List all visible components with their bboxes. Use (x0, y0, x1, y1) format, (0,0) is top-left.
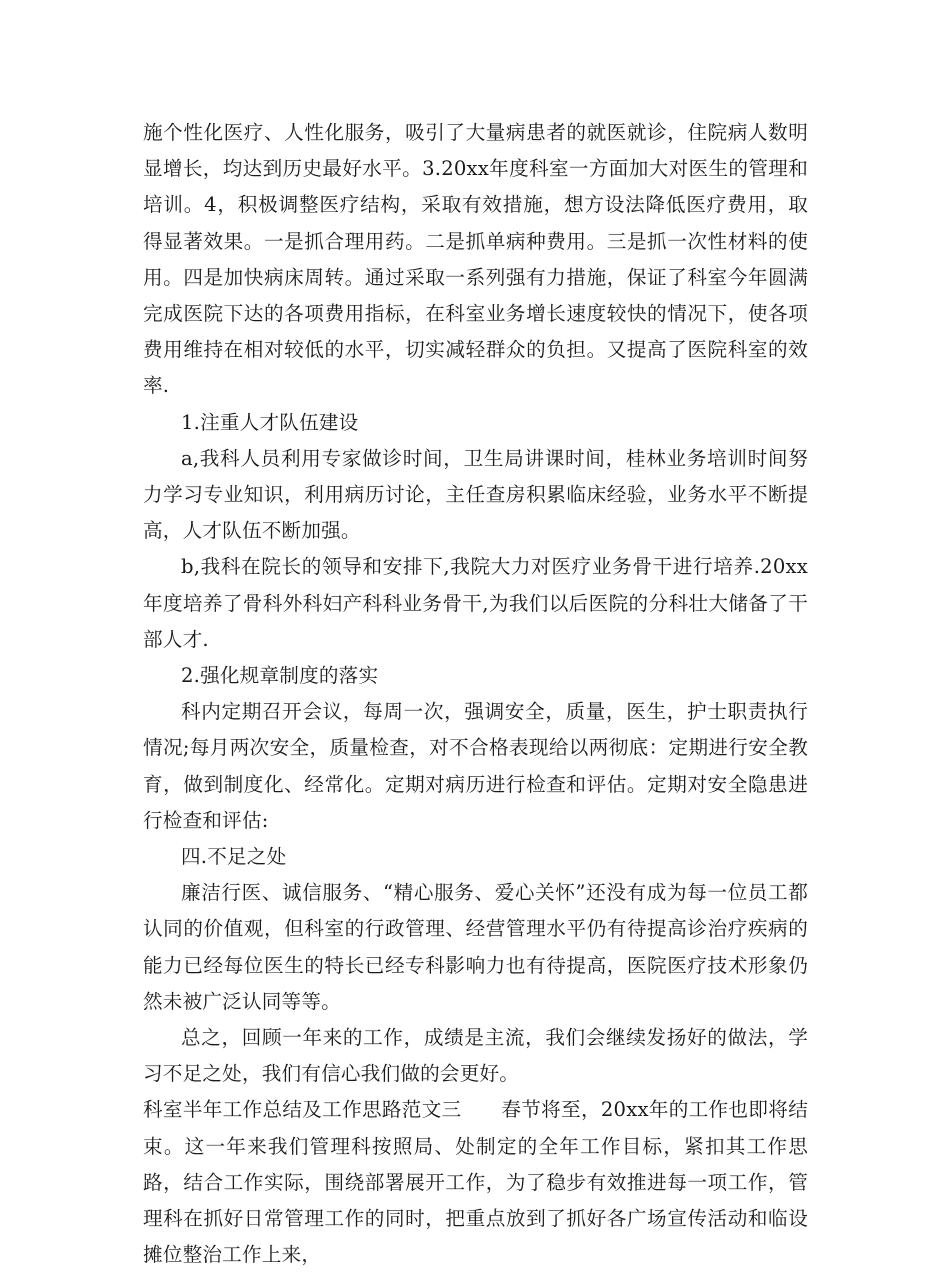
section-heading-talent: 1.注重人才队伍建设 (181, 410, 359, 434)
section-heading-rules: 2.强化规章制度的落实 (181, 664, 379, 688)
paragraph-talent-b: b,我科在院长的领导和安排下,我院大力对医疗业务骨干进行培养.20xx年度培养了骨科外科妇产科科业务骨干,为我们以后医院的分科壮大储备了干部人才. (143, 555, 808, 651)
document-body (143, 115, 808, 1274)
paragraph-conclusion: 总之，回顾一年来的工作，成绩是主流，我们会继续发扬好的做法，学习不足之处，我们有信心我们做的会更好。 (143, 1026, 808, 1086)
paragraph-rules: 科内定期召开会议，每周一次，强调安全，质量，医生，护士职责执行情况;每月两次安全，质量检查，对不合格表现给以两彻底：定期进行安全教育，做到制度化、经常化。定期对病历进行检查和评估。定期对安全隐患进行检查和评估: (143, 700, 808, 832)
paragraph-sample-three: 科室半年工作总结及工作思路范文三 春节将至，20xx年的工作也即将结束。这一年来我们管理科按照局、处制定的全年工作目标，紧扣其工作思路，结合工作实际，围绕部署展开工作，为了稳步有效推进每一项工作，管理科在抓好日常管理工作的同时，把重点放到了抓好各广场宣传活动和临设摊位整治工作上来， (143, 1098, 808, 1267)
section-heading-shortcomings: 四.不足之处 (181, 845, 287, 869)
paragraph-talent-a: a,我科人员利用专家做诊时间，卫生局讲课时间，桂林业务培训时间努力学习专业知识，利用病历讨论，主任查房积累临床经验，业务水平不断提高，人才队伍不断加强。 (143, 446, 808, 543)
paragraph-continued-intro: 施个性化医疗、人性化服务，吸引了大量病患者的就医就诊，住院病人数明显增长，均达到历史最好水平。3.20xx年度科室一方面加大对医生的管理和培训。4，积极调整医疗结构，采取有效措施，想方设法降低医疗费用，取得显著效果。一是抓合理用药。二是抓单病种费用。三是抓一次性材料的使用。四是加快病床周转。通过采取一系列强有力措施，保证了科室今年圆满完成医院下达的各项费用指标，在科室业务增长速度较快的情况下，使各项费用维持在相对较低的水平，切实减轻群众的负担。又提高了医院科室的效率. (143, 121, 808, 398)
paragraph-shortcomings: 廉洁行医、诚信服务、“精心服务、爱心关怀”还没有成为每一位员工都认同的价值观，但科室的行政管理、经营管理水平仍有待提高诊治疗疾病的能力已经每位医生的特长已经专科影响力也有待提高，医院医疗技术形象仍然未被广泛认同等等。 (143, 881, 808, 1013)
